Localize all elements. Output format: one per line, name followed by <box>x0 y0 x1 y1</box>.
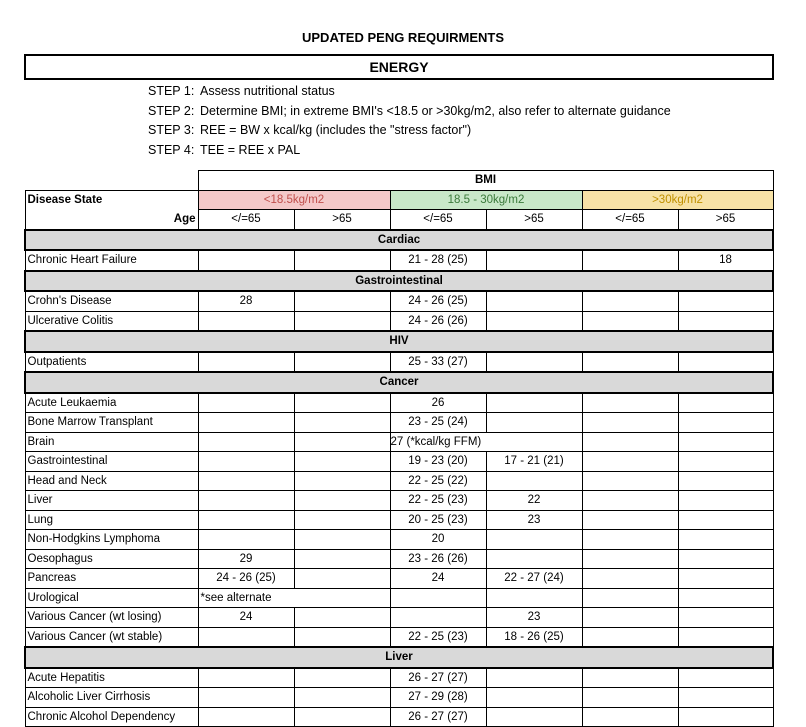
disease-name: Non-Hodgkins Lymphoma <box>25 530 198 550</box>
value-cell <box>678 311 773 331</box>
disease-name: Ulcerative Colitis <box>25 311 198 331</box>
value-cell <box>294 352 390 373</box>
value-cell <box>582 608 678 628</box>
value-cell <box>294 393 390 413</box>
value-cell: 22 - 25 (22) <box>390 471 486 491</box>
section-liver: Liver <box>25 647 773 668</box>
value-cell: 21 - 28 (25) <box>390 250 486 271</box>
value-cell: 22 - 25 (23) <box>390 491 486 511</box>
value-cell: 26 - 27 (27) <box>390 707 486 727</box>
table-row <box>25 352 773 373</box>
table-row <box>25 413 773 433</box>
step-text: TEE = REE x PAL <box>200 142 301 157</box>
disease-name: Outpatients <box>25 352 198 373</box>
value-cell <box>582 291 678 311</box>
value-cell <box>678 688 773 708</box>
value-cell <box>582 549 678 569</box>
table-row <box>25 608 773 628</box>
value-cell: 29 <box>198 549 294 569</box>
value-cell <box>486 250 582 271</box>
value-cell <box>294 250 390 271</box>
value-cell <box>294 510 390 530</box>
value-cell <box>678 291 773 311</box>
value-cell <box>678 352 773 373</box>
table-row <box>25 530 773 550</box>
value-cell <box>294 549 390 569</box>
table-row <box>25 311 773 331</box>
disease-name: Oesophagus <box>25 549 198 569</box>
step-1 <box>148 82 671 102</box>
age-cell: </=65 <box>198 210 294 230</box>
step-text: REE = BW x kcal/kg (includes the "stress factor") <box>200 123 472 137</box>
value-cell: 24 <box>390 569 486 589</box>
bmi-header-row <box>25 171 773 191</box>
step-2 <box>148 102 671 122</box>
value-cell <box>198 352 294 373</box>
table-row <box>25 510 773 530</box>
value-cell: 22 - 27 (24) <box>486 569 582 589</box>
energy-banner: ENERGY <box>24 54 774 80</box>
value-cell <box>486 668 582 688</box>
value-cell <box>678 471 773 491</box>
table-row <box>25 250 773 271</box>
value-cell <box>198 250 294 271</box>
value-cell <box>582 688 678 708</box>
value-cell <box>678 569 773 589</box>
age-cell: >65 <box>678 210 773 230</box>
value-cell <box>582 352 678 373</box>
disease-name: Head and Neck <box>25 471 198 491</box>
value-cell <box>678 393 773 413</box>
value-cell <box>198 413 294 433</box>
value-cell <box>486 471 582 491</box>
value-cell <box>582 588 678 608</box>
disease-state-header: Disease State <box>25 190 198 210</box>
value-cell <box>198 432 294 452</box>
section-row <box>25 647 773 668</box>
disease-name: Pancreas <box>25 569 198 589</box>
value-cell <box>678 510 773 530</box>
value-cell: 23 <box>486 608 582 628</box>
step-text: Determine BMI; in extreme BMI's <18.5 or >30kg/m2, also refer to alternate guidance <box>200 103 671 118</box>
value-cell: 26 <box>390 393 486 413</box>
value-cell <box>294 471 390 491</box>
step-text: Assess nutritional status <box>200 84 335 98</box>
value-cell <box>294 627 390 647</box>
age-cell: >65 <box>486 210 582 230</box>
brain-value: 27 (*kcal/kg FFM) <box>390 435 482 448</box>
value-cell <box>294 413 390 433</box>
value-cell <box>678 530 773 550</box>
disease-name: Chronic Alcohol Dependency <box>25 707 198 727</box>
section-cancer: Cancer <box>25 372 773 393</box>
age-cell: </=65 <box>582 210 678 230</box>
table-row <box>25 432 773 452</box>
steps-list <box>148 82 671 160</box>
value-cell <box>198 491 294 511</box>
value-cell <box>582 413 678 433</box>
value-cell <box>486 530 582 550</box>
value-cell: 23 <box>486 510 582 530</box>
value-cell <box>390 588 486 608</box>
value-cell <box>198 688 294 708</box>
value-cell <box>582 250 678 271</box>
table-row <box>25 549 773 569</box>
step-label: STEP 4: <box>148 142 195 157</box>
value-cell <box>582 627 678 647</box>
value-cell: 23 - 25 (24) <box>390 413 486 433</box>
value-cell <box>198 668 294 688</box>
section-row <box>25 331 773 352</box>
bmi-header: BMI <box>198 171 773 191</box>
value-cell <box>582 393 678 413</box>
empty-cell <box>25 171 198 191</box>
value-cell <box>198 510 294 530</box>
table-row <box>25 452 773 472</box>
value-cell: 20 <box>390 530 486 550</box>
value-cell: 18 - 26 (25) <box>486 627 582 647</box>
step-label: STEP 1: <box>148 84 195 98</box>
disease-name: Various Cancer (wt stable) <box>25 627 198 647</box>
value-cell: 26 - 27 (27) <box>390 668 486 688</box>
value-cell <box>582 668 678 688</box>
value-cell <box>390 608 486 628</box>
value-cell <box>486 311 582 331</box>
value-cell <box>678 588 773 608</box>
value-cell <box>582 491 678 511</box>
step-3 <box>148 121 671 141</box>
value-cell: 17 - 21 (21) <box>486 452 582 472</box>
table-row <box>25 393 773 413</box>
section-gastro: Gastrointestinal <box>25 271 773 292</box>
value-cell <box>582 452 678 472</box>
disease-name: Liver <box>25 491 198 511</box>
bmi-range-low: <18.5kg/m2 <box>198 190 390 210</box>
value-cell <box>486 393 582 413</box>
section-row <box>25 372 773 393</box>
value-cell <box>198 311 294 331</box>
value-cell <box>678 413 773 433</box>
value-cell <box>678 627 773 647</box>
value-cell <box>294 452 390 472</box>
value-cell <box>582 569 678 589</box>
value-cell <box>582 311 678 331</box>
value-cell <box>294 311 390 331</box>
value-cell <box>198 530 294 550</box>
value-cell <box>198 471 294 491</box>
value-cell <box>582 432 678 452</box>
value-cell: 24 - 26 (25) <box>198 569 294 589</box>
table-row <box>25 627 773 647</box>
age-cell: >65 <box>294 210 390 230</box>
value-cell <box>198 627 294 647</box>
table-row <box>25 588 773 608</box>
value-cell <box>294 432 390 452</box>
value-cell <box>678 668 773 688</box>
value-cell: 22 - 25 (23) <box>390 627 486 647</box>
table-row <box>25 668 773 688</box>
value-cell <box>678 432 773 452</box>
value-cell: 20 - 25 (23) <box>390 510 486 530</box>
page-title: UPDATED PENG REQUIRMENTS <box>302 30 504 45</box>
value-cell: 18 <box>678 250 773 271</box>
disease-name: Bone Marrow Transplant <box>25 413 198 433</box>
value-cell: *see alternate <box>198 588 390 608</box>
value-cell <box>198 452 294 472</box>
disease-name: Chronic Heart Failure <box>25 250 198 271</box>
section-row <box>25 230 773 251</box>
section-cardiac: Cardiac <box>25 230 773 251</box>
age-row <box>25 210 773 230</box>
value-cell <box>486 291 582 311</box>
disease-name: Various Cancer (wt losing) <box>25 608 198 628</box>
bmi-range-high: >30kg/m2 <box>582 190 773 210</box>
value-cell <box>294 569 390 589</box>
value-cell: 24 - 26 (26) <box>390 311 486 331</box>
value-cell <box>678 491 773 511</box>
value-cell <box>678 452 773 472</box>
disease-name: Brain <box>25 432 198 452</box>
value-cell <box>582 471 678 491</box>
disease-name: Alcoholic Liver Cirrhosis <box>25 688 198 708</box>
value-cell: 25 - 33 (27) <box>390 352 486 373</box>
energy-table <box>24 170 774 727</box>
disease-name: Lung <box>25 510 198 530</box>
value-cell <box>294 668 390 688</box>
value-cell: 22 <box>486 491 582 511</box>
value-cell <box>294 608 390 628</box>
disease-name: Gastrointestinal <box>25 452 198 472</box>
table-row <box>25 291 773 311</box>
value-cell <box>678 608 773 628</box>
value-cell <box>486 413 582 433</box>
value-cell <box>486 688 582 708</box>
value-cell <box>486 549 582 569</box>
value-cell: 28 <box>198 291 294 311</box>
value-cell <box>486 588 582 608</box>
step-label: STEP 3: <box>148 123 195 137</box>
section-row <box>25 271 773 292</box>
value-cell <box>582 530 678 550</box>
value-cell: 24 <box>198 608 294 628</box>
table-row <box>25 471 773 491</box>
value-cell <box>582 510 678 530</box>
value-cell <box>486 352 582 373</box>
value-cell <box>294 530 390 550</box>
value-cell: 27 - 29 (28) <box>390 688 486 708</box>
value-cell <box>294 688 390 708</box>
value-cell: 19 - 23 (20) <box>390 452 486 472</box>
table-row <box>25 688 773 708</box>
section-hiv: HIV <box>25 331 773 352</box>
table-row <box>25 569 773 589</box>
disease-name: Acute Hepatitis <box>25 668 198 688</box>
disease-name: Acute Leukaemia <box>25 393 198 413</box>
disease-name: Crohn's Disease <box>25 291 198 311</box>
age-header: Age <box>25 210 198 230</box>
value-cell: 23 - 26 (26) <box>390 549 486 569</box>
value-cell: 24 - 26 (25) <box>390 291 486 311</box>
value-cell <box>198 393 294 413</box>
age-cell: </=65 <box>390 210 486 230</box>
value-cell <box>294 291 390 311</box>
value-cell <box>678 549 773 569</box>
step-label: STEP 2: <box>148 103 195 118</box>
bmi-range-mid: 18.5 - 30kg/m2 <box>390 190 582 210</box>
disease-name: Urological <box>25 588 198 608</box>
bmi-range-row <box>25 190 773 210</box>
table-row <box>25 491 773 511</box>
step-4 <box>148 141 671 161</box>
value-cell <box>294 491 390 511</box>
value-cell <box>390 432 582 452</box>
